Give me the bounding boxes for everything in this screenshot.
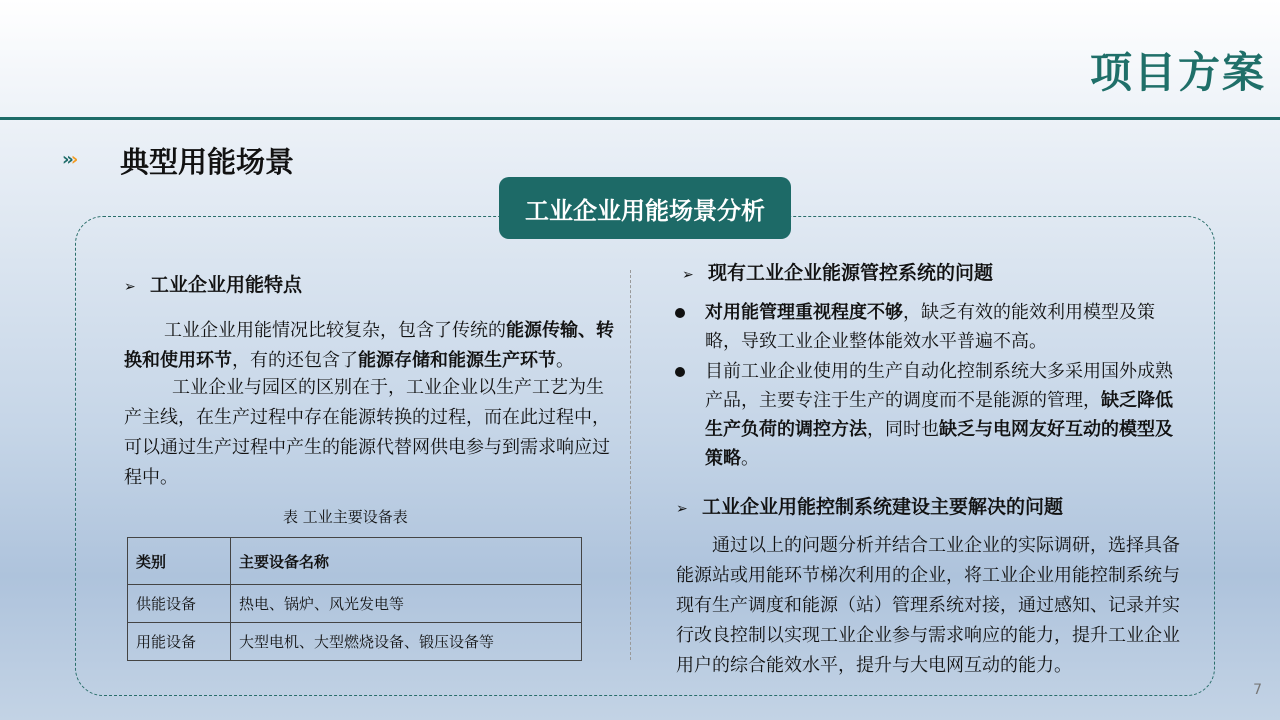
equipment-table [127, 537, 582, 661]
slide-title: 项目方案 [1089, 48, 1266, 97]
table-cell: 热电、锅炉、风光发电等 [231, 585, 582, 623]
right-heading-2: ➢ 工业企业用能控制系统建设主要解决的问题 [676, 496, 1064, 518]
arrow-bullet-icon: ➢ [676, 501, 688, 517]
table-header-category: 类别 [128, 538, 231, 585]
left-heading: ➢ 工业企业用能特点 [124, 274, 303, 296]
table-caption: 表 工业主要设备表 [283, 508, 408, 526]
left-paragraph-1: 工业企业用能情况比较复杂，包含了传统的能源传输、转换和使用环节，有的还包含了能源存储和能源生产环节。 [124, 320, 614, 371]
chevron-icon: ››› [62, 149, 76, 170]
header-divider [0, 117, 1280, 120]
table-row [128, 585, 582, 623]
right-paragraph: 通过以上的问题分析并结合工业企业的实际调研，选择具备能源站或用能环节梯次利用的企业，将工业企业用能控制系统与现有生产调度和能源（站）管理系统对接，通过感知、记录并实行改良控制以实现工业企业参与需求响应的能力，提升工业企业用户的综合能效水平，提升与大电网互动的能力。 [676, 535, 1180, 676]
table-cell: 用能设备 [128, 623, 231, 661]
table-cell: 供能设备 [128, 585, 231, 623]
column-divider [630, 270, 631, 660]
left-paragraph-2: 工业企业与园区的区别在于，工业企业以生产工艺为生产主线，在生产过程中存在能源转换的过程，而在此过程中，可以通过生产过程中产生的能源代替网供电参与到需求响应过程中。 [124, 377, 610, 488]
arrow-bullet-icon: ➢ [682, 267, 694, 283]
section-title: 典型用能场景 [120, 145, 295, 179]
table-row [128, 623, 582, 661]
arrow-bullet-icon: ➢ [124, 279, 136, 295]
right-heading-1: ➢ 现有工业企业能源管控系统的问题 [682, 262, 994, 284]
bullet-item: 对用能管理重视程度不够，缺乏有效的能效利用模型及策略，导致工业企业整体能效水平普遍不高。 [705, 298, 1185, 356]
bullet-dot-icon [675, 308, 685, 318]
page-number: 7 [1253, 682, 1262, 698]
panel-badge: 工业企业用能场景分析 [499, 177, 791, 239]
table-cell: 大型电机、大型燃烧设备、锻压设备等 [231, 623, 582, 661]
bullet-item: 目前工业企业使用的生产自动化控制系统大多采用国外成熟产品，主要专注于生产的调度而不是能源的管理，缺乏降低生产负荷的调控方法，同时也缺乏与电网友好互动的模型及策略。 [705, 357, 1185, 473]
table-header-row [128, 538, 582, 585]
bullet-dot-icon [675, 367, 685, 377]
table-header-equipment: 主要设备名称 [231, 538, 582, 585]
